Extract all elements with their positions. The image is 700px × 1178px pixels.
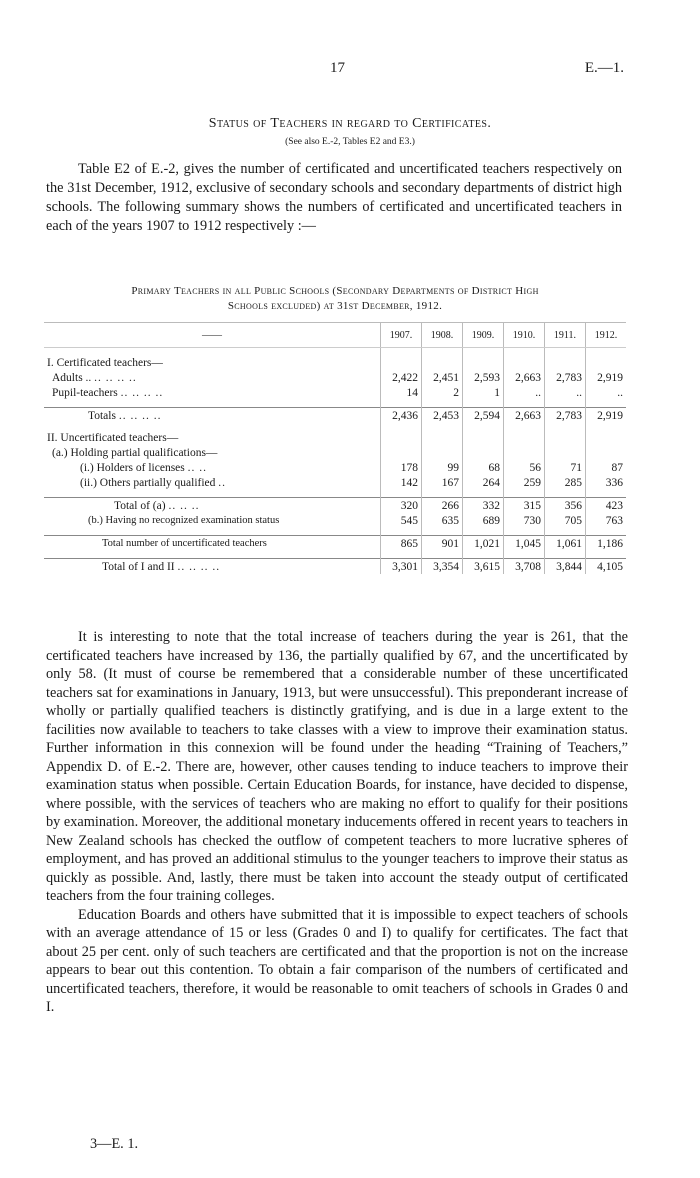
- cell: ..: [586, 385, 627, 400]
- row-label: Totals .. .. .. ..: [44, 408, 381, 424]
- row-label: Total of I and II .. .. .. ..: [44, 559, 381, 575]
- year-header: 1907.: [381, 323, 422, 348]
- cell: 1: [463, 385, 504, 400]
- row-label: (a.) Holding partial qualifications—: [52, 446, 218, 459]
- cell: 901: [422, 536, 463, 552]
- cell: 2,436: [381, 408, 422, 424]
- cell: 285: [545, 475, 586, 490]
- cell: 2,453: [422, 408, 463, 424]
- cell: 3,708: [504, 559, 545, 575]
- row-label: I. Certificated teachers—: [47, 356, 163, 369]
- cell: 3,844: [545, 559, 586, 575]
- cell: 2,422: [381, 370, 422, 385]
- cell: 264: [463, 475, 504, 490]
- cell: 689: [463, 513, 504, 528]
- body-paragraph-2: Education Boards and others have submitted that it is impossible to expect teachers of schools with an average attendance of 15 or less (Grades 0 and I) to qualify for certificates. The fact that about 25 per cent. only of such teachers are certificated and that the proportion is not on the increase appears to bear out this contention. To obtain a fair comparison of the numbers of certificated and uncertificated teachers, therefore, it would be reasonable to omit teachers of schools in Grades 0 and I.: [46, 906, 628, 1015]
- table-caption-line-2: Schools excluded) at 31st December, 1912.: [227, 300, 443, 312]
- intro-paragraph: Table E2 of E.-2, gives the number of certificated and uncertificated teachers respectively on the 31st December, 1912, exclusive of secondary schools and secondary departments of district high schools. The following summary shows the numbers of certificated and uncertificated teachers in each of the years 1907 to 1912 respectively :—: [46, 161, 622, 234]
- cell: 2,594: [463, 408, 504, 424]
- cell: 99: [422, 460, 463, 475]
- cell: 763: [586, 513, 627, 528]
- table-row: [44, 475, 626, 490]
- row-label: (ii.) Others partially qualified ..: [80, 476, 227, 489]
- table-caption-line-1: Primary Teachers in all Public Schools (Secondary Departments of District High: [131, 285, 539, 297]
- row-label: Total of (a) .. .. ..: [44, 498, 381, 514]
- cell: 2,783: [545, 370, 586, 385]
- page-number: 17: [330, 60, 345, 76]
- cell: 2,919: [586, 370, 627, 385]
- row-label: (i.) Holders of licenses .. ..: [80, 461, 207, 474]
- cell: 259: [504, 475, 545, 490]
- cell: 3,301: [381, 559, 422, 575]
- cell: 1,186: [586, 536, 627, 552]
- table-row: [44, 385, 626, 400]
- cell: ..: [504, 385, 545, 400]
- cell: 68: [463, 460, 504, 475]
- cell: 2,451: [422, 370, 463, 385]
- cell: 1,061: [545, 536, 586, 552]
- table-row: [44, 460, 626, 475]
- cell: 635: [422, 513, 463, 528]
- header-dash: ——: [44, 323, 381, 348]
- body-text: [46, 628, 628, 1017]
- cell: 315: [504, 498, 545, 514]
- year-header: 1908.: [422, 323, 463, 348]
- cell: 2,593: [463, 370, 504, 385]
- table-row: [44, 536, 626, 552]
- cell: 545: [381, 513, 422, 528]
- section-subtitle: (See also E.-2, Tables E2 and E3.): [285, 137, 415, 147]
- year-header: 1912.: [586, 323, 627, 348]
- table-row: [44, 559, 626, 575]
- cell: 87: [586, 460, 627, 475]
- cell: 423: [586, 498, 627, 514]
- teachers-table: [44, 322, 626, 574]
- table-row: [44, 498, 626, 514]
- cell: 2: [422, 385, 463, 400]
- cell: 167: [422, 475, 463, 490]
- cell: 3,354: [422, 559, 463, 575]
- year-header: 1910.: [504, 323, 545, 348]
- table-header-row: [44, 323, 626, 348]
- cell: 1,045: [504, 536, 545, 552]
- cell: 178: [381, 460, 422, 475]
- cell: 1,021: [463, 536, 504, 552]
- row-label: Total number of uncertificated teachers: [44, 536, 381, 552]
- cell: 336: [586, 475, 627, 490]
- cell: ..: [545, 385, 586, 400]
- cell: 356: [545, 498, 586, 514]
- cell: 4,105: [586, 559, 627, 575]
- signature-mark: 3—E. 1.: [90, 1136, 139, 1152]
- year-header: 1911.: [545, 323, 586, 348]
- table-row: [44, 408, 626, 424]
- cell: 730: [504, 513, 545, 528]
- cell: 14: [381, 385, 422, 400]
- table-row: [44, 445, 626, 460]
- body-paragraph-1: It is interesting to note that the total increase of teachers during the year is 261, that the certificated teachers have increased by 136, the partially qualified by 67, and the uncertificated by only 58. (It must of course be remembered that a considerable number of these uncertificated teachers sat for examinations in January, 1913, but were unsuccessful). This preponderant increase of wholly or partially qualified teachers is distinctly gratifying, and is due in a large extent to the facilities now available to teachers to take classes with a view to improve their examination status. Further information in this connexion will be found under the heading “Training of Teachers,” Appendix D. of E.-2. There are, however, other causes tending to induce teachers to improve their examination status when possible. Certain Education Boards, for instance, have decided to dispense, where possible, with the services of teachers who are making no effort to qualify for their positions by examination. Moreover, the additional monetary inducements offered in recent years to teachers in New Zealand schools has checked the outflow of competent teachers to more lucrative spheres of employment, and has proved an additional stimulus to the younger teachers to improve their status as quickly as possible. And, lastly, there must be taken into account the steady output of certificated teachers from the four training colleges.: [46, 629, 628, 904]
- cell: 142: [381, 475, 422, 490]
- cell: 705: [545, 513, 586, 528]
- document-reference: E.—1.: [584, 60, 624, 76]
- cell: 3,615: [463, 559, 504, 575]
- table-row: [44, 430, 626, 445]
- cell: 71: [545, 460, 586, 475]
- section-title: Status of Teachers in regard to Certificates.: [208, 116, 492, 131]
- cell: 865: [381, 536, 422, 552]
- cell: 2,783: [545, 408, 586, 424]
- cell: 266: [422, 498, 463, 514]
- row-label: Adults .. .. .. .. ..: [52, 371, 137, 384]
- cell: 2,663: [504, 408, 545, 424]
- table-row: [44, 370, 626, 385]
- row-label: II. Uncertificated teachers—: [47, 431, 179, 444]
- table-row: [44, 513, 626, 528]
- year-header: 1909.: [463, 323, 504, 348]
- row-label: Pupil-teachers .. .. .. ..: [52, 386, 164, 399]
- cell: 320: [381, 498, 422, 514]
- cell: 332: [463, 498, 504, 514]
- cell: 2,663: [504, 370, 545, 385]
- row-label: (b.) Having no recognized examination status: [88, 515, 280, 526]
- cell: 2,919: [586, 408, 627, 424]
- table-caption: [60, 284, 610, 314]
- cell: 56: [504, 460, 545, 475]
- table-row: [44, 355, 626, 370]
